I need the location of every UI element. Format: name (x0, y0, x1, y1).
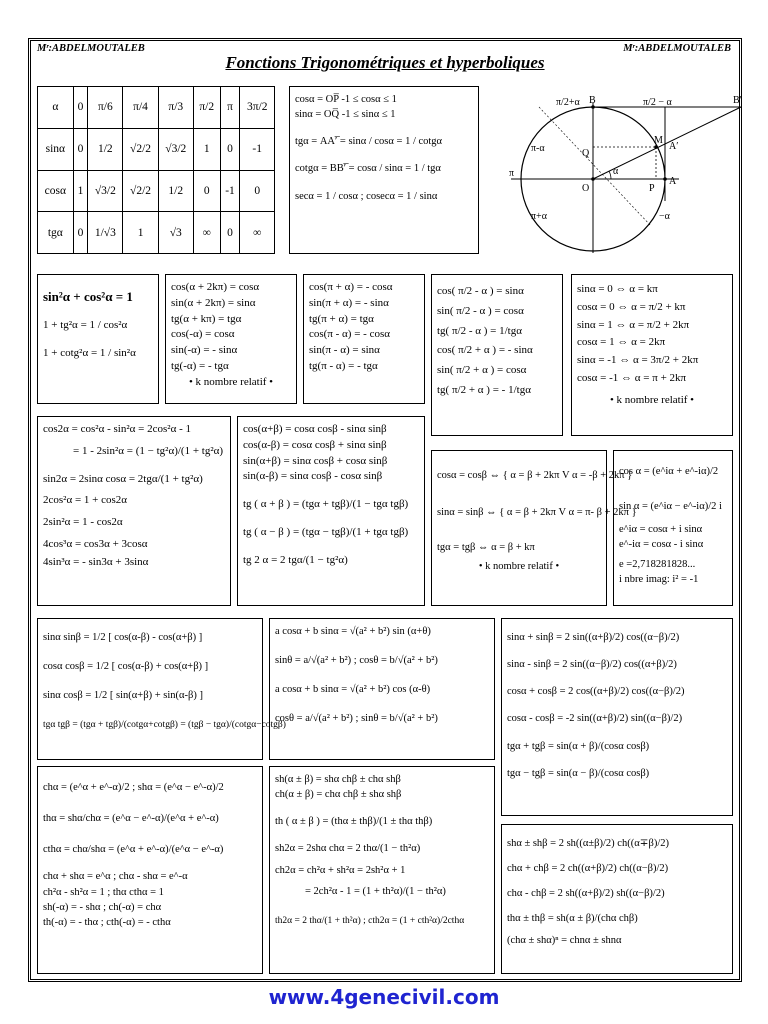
formula-line: • k nombre relatif • (188, 375, 274, 388)
table-row (38, 128, 275, 170)
table-cell: 1 (123, 212, 158, 254)
formula-line: cos(α + 2kπ) = cosα (171, 281, 260, 293)
table-cell: √3/2 (158, 128, 193, 170)
formula-line: ch2α = ch²α + sh²α = 2sh²α + 1 (275, 864, 406, 876)
label-A: A (669, 176, 677, 187)
hyperbolic-addition-box (269, 766, 495, 974)
formula-line: 2sin²α = 1 - cos2α (43, 516, 123, 528)
formula-line: sinα = -1 ⇔ α = 3π/2 + 2kπ (577, 354, 699, 366)
formula-line: e =2,718281828... (619, 558, 696, 570)
author-left: Mʳ:ABDELMOUTALEB (37, 43, 145, 54)
formula-line: cosα = -1 ⇔ α = π + 2kπ (577, 371, 687, 384)
formula-line: chα + chβ = 2 ch((α+β)/2) ch((α−β)/2) (507, 863, 669, 875)
formula-line: sin(α-β) = sinα cosβ - cosα sinβ (243, 470, 383, 483)
footer-url[interactable]: www.4genecivil.com (268, 985, 500, 1009)
table-cell: 1 (73, 170, 88, 212)
formula-line: sin2α = 2sinα cosα = 2tgα/(1 + tg²α) (43, 472, 203, 485)
label-pi-minus: π-α (531, 143, 545, 154)
formula-line: cos(π + α) = - cosα (309, 281, 393, 293)
table-cell: π/6 (88, 87, 123, 129)
point-marker (663, 177, 667, 181)
table-row (38, 87, 275, 129)
formula-line: tg 2 α = 2 tgα/(1 − tg²α) (243, 553, 348, 566)
formula-sheet (28, 38, 742, 982)
table-cell: π (220, 87, 240, 129)
formula-line: • k nombre relatif • (478, 561, 560, 573)
formula-line: tg(π - α) = - tgα (309, 359, 378, 372)
formula-line: sh2α = 2shα chα = 2 thα/(1 − th²α) (275, 843, 421, 855)
table-cell: -1 (220, 170, 240, 212)
table-cell: √2/2 (123, 170, 158, 212)
formula-line: cosα = cosβ ⇔ { α = β + 2kπ V α = -β + 2kπ } (437, 470, 633, 481)
author-right: Mʳ:ABDELMOUTALEB (623, 43, 731, 54)
formula-line: tg(-α) = - tgα (171, 359, 229, 372)
table-cell: ∞ (193, 212, 220, 254)
formula-line: tgα + tgβ = sin(α + β)/(cosα cosβ) (507, 740, 650, 752)
formula-line: i nbre imag: i² = -1 (619, 573, 699, 585)
formula-line: cotgα = BB′̅ = cosα / sinα = 1 / tgα (295, 163, 441, 175)
table-cell: π/4 (123, 87, 158, 129)
table-cell: π/3 (158, 87, 193, 129)
formula-line: cos2α = cos²α - sin²α = 2cos²α - 1 (43, 423, 192, 435)
label-alpha: α (613, 166, 619, 177)
euler-box (613, 450, 733, 606)
formula-line: sh(α ± β) = shα chβ ± chα shβ (275, 774, 401, 785)
formula-line: sinα = 1 ⇔ α = π/2 + 2kπ (577, 318, 690, 331)
table-cell: 0 (73, 212, 88, 254)
formula-line: cosθ = a/√(a² + b²) ; sinθ = b/√(a² + b²) (275, 713, 438, 725)
table-row (38, 170, 275, 212)
formula-line: sinα = 0 ⇔ α = kπ (577, 283, 658, 295)
pi-half-shift-box (431, 274, 563, 436)
formula-line: ch(α ± β) = chα chβ ± shα shβ (275, 789, 402, 801)
table-cell: 0 (73, 128, 88, 170)
formula-line: sin²α + cos²α = 1 (43, 289, 133, 304)
formula-line: sinα sinβ = 1/2 [ cos(α-β) - cos(α+β) ] (43, 632, 203, 643)
formula-line: sinα = OQ̅ -1 ≤ sinα ≤ 1 (295, 109, 396, 121)
table-cell: 0 (240, 170, 275, 212)
formula-line: e^iα = cosα + i sinα (619, 524, 703, 536)
formula-line: sinα cosβ = 1/2 [ sin(α+β) + sin(α-β) ] (43, 690, 203, 702)
table-cell: 0 (73, 87, 88, 129)
formula-line: 2cos²α = 1 + cos2α (43, 494, 128, 507)
formula-line: tg(α + kπ) = tgα (171, 312, 242, 325)
angle-arc (609, 171, 611, 179)
table-cell: 1/2 (158, 170, 193, 212)
table-cell: cosα (38, 170, 74, 212)
hyperbolic-sum-box (501, 824, 733, 974)
formula-line: cos(α+β) = cosα cosβ - sinα sinβ (243, 423, 387, 435)
formula-line: sinα = sinβ ⇔ { α = β + 2kπ V α = π- β + 2kπ } (437, 507, 637, 519)
formula-line: cosα = OP̅ -1 ≤ cosα ≤ 1 (295, 94, 397, 105)
label-P: P (649, 183, 655, 194)
symmetry-line (539, 107, 651, 226)
table-cell: -1 (240, 128, 275, 170)
formula-line: cosα cosβ = 1/2 [ cos(α-β) + cos(α+β) ] (43, 661, 209, 673)
header (31, 41, 739, 75)
formula-line: chα + shα = e^α ; chα - shα = e^-α (43, 871, 188, 883)
table-row (38, 212, 275, 254)
sum-to-product-box (501, 618, 733, 816)
double-angle-box (37, 416, 231, 606)
table-cell: 3π/2 (240, 87, 275, 129)
formula-line: a cosα + b sinα = √(a² + b²) cos (α-θ) (275, 684, 431, 696)
label-Q: Q (582, 148, 590, 159)
formula-line: thα ± thβ = sh(α ± β)/(chα chβ) (507, 913, 638, 925)
hyperbolic-definitions-box (37, 766, 263, 974)
label-minus-alpha: −α (659, 211, 670, 222)
formula-line: th2α = 2 thα/(1 + th²α) ; cth2α = (1 + cth²α)/2cthα (275, 915, 465, 926)
label-B: B (589, 95, 596, 106)
formula-line: tg ( α + β ) = (tgα + tgβ)/(1 − tgα tgβ) (243, 498, 409, 510)
formula-line: sin(π - α) = sinα (309, 344, 380, 356)
addition-box (237, 416, 425, 606)
formula-line: cos(π - α) = - cosα (309, 328, 391, 341)
formula-line: cosα = 1 ⇔ α = 2kπ (577, 336, 666, 349)
label-Bp: B′ (733, 95, 742, 106)
formula-line: tgα = tgβ ⇔ α = β + kπ (437, 542, 535, 554)
table-cell: sinα (38, 128, 74, 170)
formula-line: cosα + cosβ = 2 cos((α+β)/2) cos((α−β)/2) (507, 686, 685, 698)
formula-line: cos( π/2 + α ) = - sinα (437, 344, 533, 357)
formula-line: chα = (e^α + e^-α)/2 ; shα = (e^α − e^-α)/2 (43, 782, 224, 793)
formula-line: 1 + tg²α = 1 / cos²α (43, 319, 128, 332)
label-pi2-plus: π/2+α (556, 97, 580, 108)
formula-line: sinθ = a/√(a² + b²) ; cosθ = b/√(a² + b²) (275, 655, 438, 667)
formula-line: sin(α+β) = sinα cosβ + cosα sinβ (243, 454, 388, 467)
formula-line: thα = shα/chα = (e^α − e^-α)/(e^α + e^-α) (43, 813, 219, 825)
formula-line: sin( π/2 + α ) = cosα (437, 364, 527, 376)
formula-line: th ( α ± β ) = (thα ± thβ)/(1 ± thα thβ) (275, 816, 433, 828)
formula-line: tg ( α − β ) = (tgα − tgβ)/(1 + tgα tgβ) (243, 525, 409, 538)
formula-line: sin(π + α) = - sinα (309, 296, 389, 309)
formula-line: cos( π/2 - α ) = sinα (437, 285, 524, 297)
formula-line: tg( π/2 + α ) = - 1/tgα (437, 383, 531, 396)
formula-line: • k nombre relatif • (609, 393, 695, 406)
page-title: Fonctions Trigonométriques et hyperboliques (225, 53, 545, 72)
point-marker (591, 177, 595, 181)
trig-values-table (37, 86, 275, 254)
formula-line: cos α = (e^iα + e^-iα)/2 (619, 466, 719, 477)
amplitude-phase-box (269, 618, 495, 760)
formula-line: 4sin³α = - sin3α + 3sinα (43, 555, 149, 568)
label-pi2-minus: π/2 − α (643, 97, 672, 108)
table-cell: √3 (158, 212, 193, 254)
table-cell: √3/2 (88, 170, 123, 212)
formula-line: tgα tgβ = (tgα + tgβ)/(cotgα+cotgβ) = (tgβ − tgα)/(cotgα−cotgβ) (43, 720, 286, 731)
label-pi-plus: π+α (531, 211, 547, 222)
table-cell: tgα (38, 212, 74, 254)
formula-line: secα = 1 / cosα ; cosecα = 1 / sinα (295, 190, 438, 202)
formula-line: cosα - cosβ = -2 sin((α+β)/2) sin((α−β)/2) (507, 713, 683, 725)
table-cell: 0 (220, 128, 240, 170)
formula-line: = 2ch²α - 1 = (1 + th²α)/(1 − th²α) (305, 885, 446, 897)
pi-shift-box (303, 274, 425, 404)
label-pi: π (509, 168, 515, 179)
label-M: M (654, 135, 663, 146)
table-cell: 1/2 (88, 128, 123, 170)
formula-line: tgα − tgβ = sin(α − β)/(cosα cosβ) (507, 767, 650, 779)
table-cell: 0 (220, 212, 240, 254)
formula-line: sinα - sinβ = 2 sin((α−β)/2) cos((α+β)/2) (507, 659, 677, 671)
pythagorean-identities (37, 274, 159, 404)
formula-line: sh(-α) = - shα ; ch(-α) = chα (43, 901, 162, 913)
formula-line: sin(-α) = - sinα (171, 344, 238, 356)
formula-line: tgα = AA′̅ = sinα / cosα = 1 / cotgα (295, 136, 443, 148)
table-cell: 1/√3 (88, 212, 123, 254)
formula-line: sin α = (e^iα − e^-iα)/2 i (619, 501, 722, 513)
formula-line: th(-α) = - thα ; cth(-α) = - cthα (43, 916, 171, 928)
formula-line: cthα = chα/shα = (e^α + e^-α)/(e^α − e^-α) (43, 844, 224, 856)
formula-line: = 1 - 2sin²α = (1 − tg²α)/(1 + tg²α) (73, 444, 224, 457)
product-to-sum-box (37, 618, 286, 760)
table-cell: 1 (193, 128, 220, 170)
label-O: O (582, 183, 590, 194)
formula-line: sinα + sinβ = 2 sin((α+β)/2) cos((α−β)/2) (507, 632, 680, 643)
label-Ap: A′ (669, 141, 679, 152)
table-cell: α (38, 87, 74, 129)
table-cell: π/2 (193, 87, 220, 129)
equality-solutions-box (431, 450, 637, 606)
formula-line: cos(α-β) = cosα cosβ + sinα sinβ (243, 438, 387, 451)
formula-line: tg(π + α) = tgα (309, 312, 374, 325)
formula-line: chα - chβ = 2 sh((α+β)/2) sh((α−β)/2) (507, 888, 665, 900)
table-cell: 0 (193, 170, 220, 212)
formula-line: cos(-α) = cosα (171, 328, 235, 341)
formula-line: tg( π/2 - α ) = 1/tgα (437, 324, 522, 337)
formula-line: e^-iα = cosα - i sinα (619, 539, 704, 551)
formula-line: ch²α - sh²α = 1 ; thα cthα = 1 (43, 886, 164, 898)
formula-line: sin(α + 2kπ) = sinα (171, 296, 256, 309)
definitions-box (289, 86, 479, 254)
formula-line: shα ± shβ = 2 sh((α±β)/2) ch((α∓β)/2) (507, 838, 670, 849)
formula-line: cosα = 0 ⇔ α = π/2 + kπ (577, 300, 686, 313)
table-cell: √2/2 (123, 128, 158, 170)
formula-line: (chα ± shα)ⁿ = chnα ± shnα (507, 934, 622, 946)
table-cell: ∞ (240, 212, 275, 254)
equations-box (571, 274, 733, 436)
formula-line: a cosα + b sinα = √(a² + b²) sin (α+θ) (275, 626, 431, 637)
formula-line: 1 + cotg²α = 1 / sin²α (43, 347, 136, 359)
periodicity-box (165, 274, 297, 404)
formula-line: 4cos³α = cos3α + 3cosα (43, 537, 148, 550)
formula-line: sin( π/2 - α ) = cosα (437, 304, 524, 317)
trig-circle-diagram (501, 81, 746, 271)
